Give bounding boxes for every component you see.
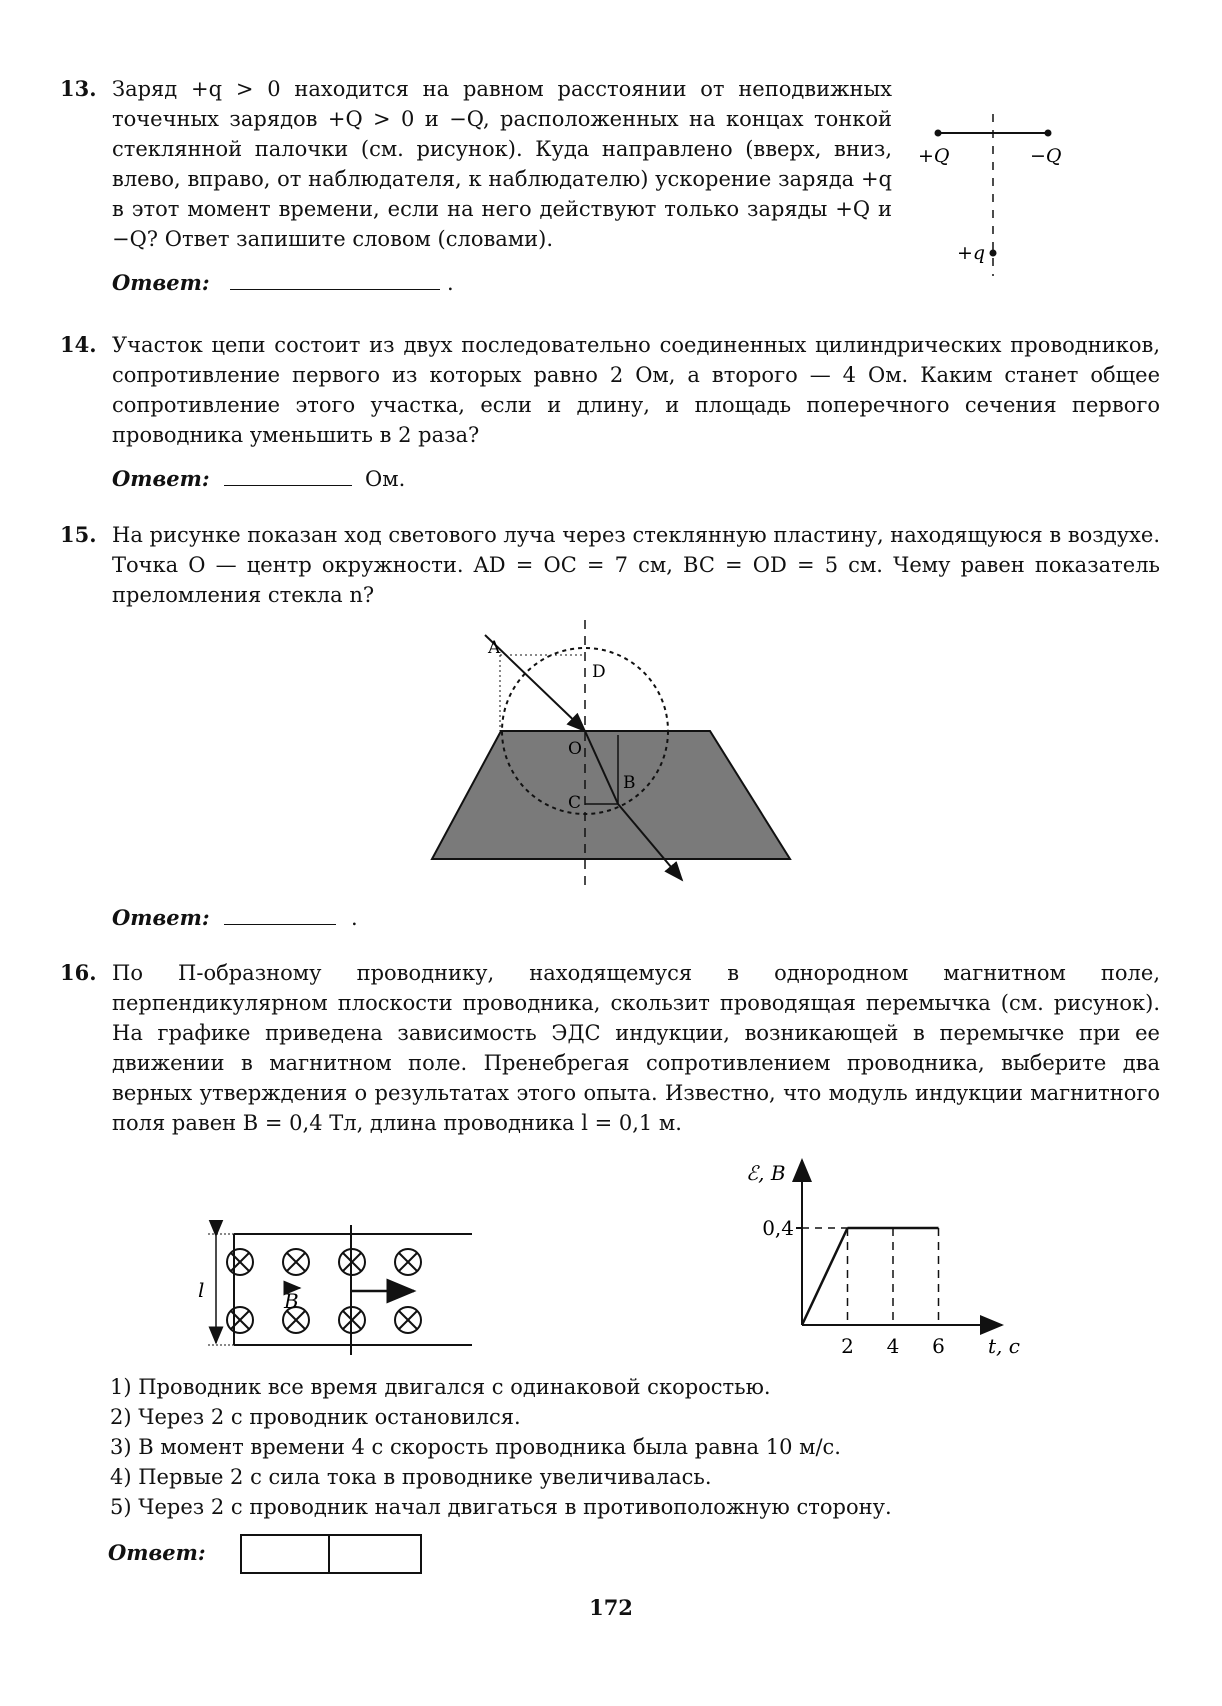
- answer-suffix: .: [351, 906, 358, 930]
- answer-row: [112, 903, 1160, 933]
- answer-options: [110, 1372, 892, 1522]
- option-2: 2) Через 2 с проводник остановился.: [110, 1405, 521, 1429]
- charges-figure: [900, 110, 1080, 300]
- field-into-page-icon: [283, 1249, 309, 1275]
- answer-label: Ответ:: [112, 270, 210, 295]
- answer-field[interactable]: [224, 465, 352, 486]
- problem-text: Заряд +q > 0 находится на равном расстоянии от неподвижных точечных зарядов +Q > 0 и −Q, расположенных на концах тонкой стеклянной палочки (см. рисунок). Куда направлено (вверх, вниз, влево, вправо, от наблюдателя, к наблюдателю) ускорение заряда +q в этот момент времени, если на него действуют только заряды +Q и −Q? Ответ запишите словом (словами).: [112, 77, 892, 251]
- label-minus-Q: −Q: [1030, 145, 1062, 167]
- field-into-page-icon: [227, 1307, 253, 1333]
- chart-marks: [796, 1228, 939, 1325]
- answer-label: Ответ:: [112, 466, 210, 491]
- problem-number: 15.: [60, 522, 97, 547]
- x-tick-label: 6: [932, 1334, 945, 1358]
- charge-minus-Q: [1045, 130, 1052, 137]
- problem-14: [60, 330, 1160, 494]
- label-plus-Q: +Q: [918, 145, 950, 167]
- y-tick-label: 0,4: [762, 1216, 794, 1240]
- label-C: C: [568, 793, 582, 813]
- problem-15: [60, 520, 1160, 610]
- answer-suffix: .: [447, 271, 454, 295]
- problem-text: По П-образному проводнику, находящемуся в однородном магнитном поле, перпендикулярном плоскости проводника, скользит проводящая перемычка (см. рисунок). На графике приведена зависимость ЭДС индукции, возникающей в перемычке при ее движении в магнитном поле. Пренебрегая сопротивлением проводника, выберите два верных утверждения о результатах этого опыта. Известно, что модуль индукции магнитного поля равен B = 0,4 Тл, длина проводника l = 0,1 м.: [112, 961, 1160, 1135]
- answer-row: [112, 464, 1160, 494]
- problem-text: Участок цепи состоит из двух последовательно соединенных цилиндрических проводников, сопротивление первого из которых равно 2 Ом, а второго — 4 Ом. Каким станет общее сопротивление этого участка, если и длину, и площадь поперечного сечения первого проводника уменьшить в 2 раза?: [112, 333, 1160, 447]
- problem-text: На рисунке показан ход светового луча через стеклянную пластину, находящуюся в воздухе. Точка O — центр окружности. AD = OC = 7 см, BC = OD = 5 см. Чему равен показатель преломления стекла n?: [112, 523, 1160, 607]
- answer-row-16: [108, 1540, 206, 1565]
- option-4: 4) Первые 2 с сила тока в проводнике увеличивалась.: [110, 1465, 712, 1489]
- page-number: 172: [589, 1595, 633, 1620]
- x-tick-label: 2: [841, 1334, 854, 1358]
- answer-label: Ответ:: [112, 905, 210, 930]
- charge-plus-q: [990, 250, 997, 257]
- problem-number: 16.: [60, 960, 97, 985]
- label-O: O: [568, 739, 582, 759]
- charge-plus-Q: [935, 130, 942, 137]
- answer-unit: Ом.: [365, 467, 406, 491]
- label-A: A: [488, 638, 501, 658]
- option-1: 1) Проводник все время двигался с одинаковой скоростью.: [110, 1375, 771, 1399]
- field-into-page-icon: [227, 1249, 253, 1275]
- field-into-page-icon: [395, 1249, 421, 1275]
- answer-box-2[interactable]: [330, 1534, 422, 1574]
- label-B: B: [284, 1289, 299, 1313]
- problem-number: 13.: [60, 76, 97, 101]
- x-axis-label: t, c: [988, 1334, 1020, 1358]
- y-axis-label: ℰ, B: [746, 1161, 786, 1185]
- emf-chart: [740, 1150, 1030, 1370]
- option-5: 5) Через 2 с проводник начал двигаться в противоположную сторону.: [110, 1495, 892, 1519]
- series-line-segment: [802, 1228, 848, 1325]
- problem-number: 14.: [60, 332, 97, 357]
- refraction-figure: [420, 615, 820, 895]
- problem-16: [60, 958, 1160, 1138]
- option-3: 3) В момент времени 4 с скорость проводника была равна 10 м/с.: [110, 1435, 841, 1459]
- label-B: B: [623, 773, 636, 793]
- answer-boxes: [240, 1534, 422, 1574]
- field-into-page-icon: [395, 1307, 421, 1333]
- glass-plate: [432, 731, 790, 859]
- conductor-figure: [190, 1220, 480, 1360]
- label-l: l: [198, 1278, 205, 1302]
- problem-15-answer: [60, 903, 1160, 933]
- x-tick-label: 4: [886, 1334, 900, 1358]
- label-D: D: [592, 662, 606, 682]
- answer-box-1[interactable]: [240, 1534, 330, 1574]
- answer-label: Ответ:: [108, 1540, 206, 1565]
- answer-field[interactable]: [230, 269, 440, 290]
- label-plus-q: +q: [957, 242, 986, 264]
- answer-field[interactable]: [224, 904, 336, 925]
